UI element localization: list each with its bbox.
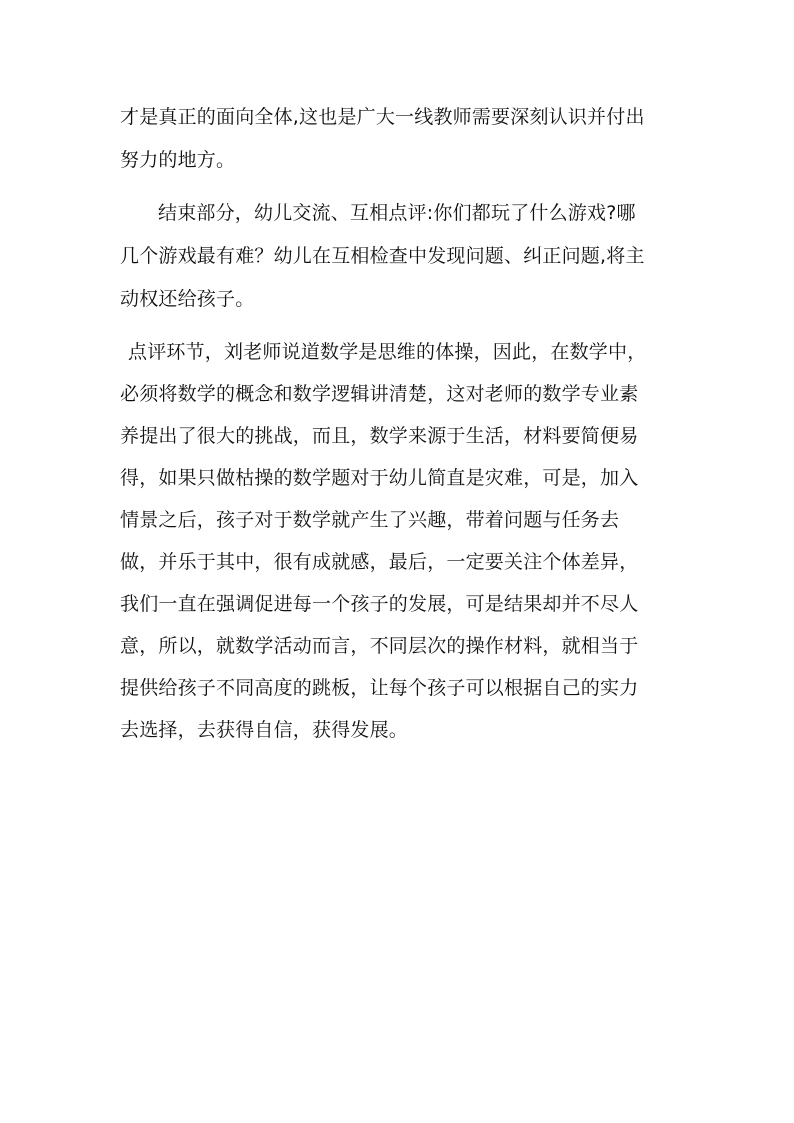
paragraph-line: 才是真正的面向全体,这也是广大一线教师需要深刻认识并付出 bbox=[120, 106, 645, 128]
paragraph-line: 动权还给孩子。 bbox=[120, 288, 255, 310]
paragraph-line: 意，所以，就数学活动而言，不同层次的操作材料，就相当于 bbox=[120, 635, 639, 657]
paragraph-line: 几个游戏最有难？幼儿在互相检查中发现问题、纠正问题,将主 bbox=[120, 245, 645, 267]
paragraph-line: 努力的地方。 bbox=[120, 149, 236, 171]
paragraph-line: 得，如果只做枯操的数学题对于幼儿简直是灾难，可是，加入 bbox=[120, 467, 639, 489]
paragraph-line: 做，并乐于其中，很有成就感，最后，一定要关注个体差异， bbox=[120, 551, 639, 573]
paragraph-line: 去选择，去获得自信，获得发展。 bbox=[120, 719, 409, 741]
paragraph-line: 我们一直在强调促进每一个孩子的发展，可是结果却并不尽人 bbox=[120, 593, 639, 615]
paragraph-line: 点评环节，刘老师说道数学是思维的体操，因此，在数学中， bbox=[128, 341, 647, 363]
paragraph-line: 必须将数学的概念和数学逻辑讲清楚，这对老师的数学专业素 bbox=[120, 383, 639, 405]
paragraph-line: 情景之后，孩子对于数学就产生了兴趣，带着问题与任务去 bbox=[120, 509, 620, 531]
paragraph-line: 提供给孩子不同高度的跳板，让每个孩子可以根据自己的实力 bbox=[120, 677, 639, 699]
paragraph-line: 结束部分，幼儿交流、互相点评:你们都玩了什么游戏?哪 bbox=[158, 202, 636, 224]
paragraph-line: 养提出了很大的挑战，而且，数学来源于生活，材料要简便易 bbox=[120, 425, 639, 447]
